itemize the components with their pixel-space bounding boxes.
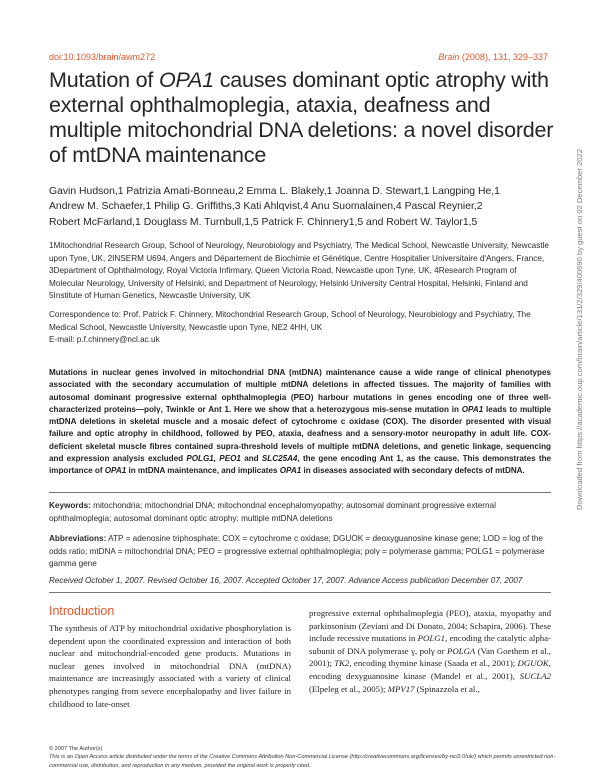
title-gene: OPA1 <box>158 68 214 92</box>
received-dates: Received October 1, 2007. Revised October 16, 2007. Accepted October 17, 2007. Advance Access publication December 07, 2007 <box>49 576 523 585</box>
correspondence <box>49 309 549 347</box>
citation-details: (2008), 131, 329–337 <box>461 52 548 62</box>
author-line-1: Gavin Hudson,1 Patrizia Amati-Bonneau,2 Emma L. Blakely,1 Joanna D. Stewart,1 Langping He,1 <box>49 186 500 197</box>
keywords-label: Keywords: <box>49 501 91 510</box>
license-text: This is an Open Access article distributed under the terms of the Creative Commons Attribution Non-Commercial License (http://creativecommons.org/licenses/by-nc/2.0/uk/) which permits unrestricted non-commercial use, distribution, and reproduction in any medium, provided the original work is properly cited. <box>49 754 556 769</box>
article-title: Mutation of OPA1 causes dominant optic atrophy with external ophthalmoplegia, ataxia, deafness and multiple mitochondrial DNA deletions: a novel disorder of mtDNA maintenance <box>49 68 554 167</box>
abstract: Mutations in nuclear genes involved in mitochondrial DNA (mtDNA) maintenance cause a wide range of clinical phenotypes associated with the secondary accumulation of multiple mtDNA deletions in affected tissues. The majority of families with autosomal dominant progressive external ophthalmoplegia (PEO) harbour mutations in genes encoding one of three well-characterized proteins—polγ, Twinkle or Ant 1. Here we show that a heterozygous mis-sense mutation in OPA1 leads to multiple mtDNA deletions in skeletal muscle and a mosaic defect of cytochrome c oxidase (COX). The disorder presented with visual failure and optic atrophy in childhood, followed by PEO, ataxia, deafness and a sensory-motor neuropathy in adult life. COX-deficient skeletal muscle fibres contained supra-threshold levels of multiple mtDNA deletions, and genetic linkage, sequencing and expression analysis excluded POLG1, PEO1 and SLC25A4, the gene encoding Ant 1, as the cause. This demonstrates the importance of OPA1 in mtDNA maintenance, and implicates OPA1 in diseases associated with secondary defects of mtDNA. <box>49 368 552 476</box>
abbreviations <box>49 533 551 571</box>
keywords <box>49 500 551 525</box>
divider <box>49 592 551 593</box>
download-watermark: Downloaded from https://academic.oup.com/brain/article/131/2/329/400690 by guest on 02 December 2022 <box>575 149 584 510</box>
abbreviations-text: ATP = adenosine triphosphate; COX = cytochrome c oxidase; DGUOK = deoxyguanosine kinase gene; LOD = log of the odds ratio; mtDNA = mitochondrial DNA; PEO = progressive external ophthalmoplegia; polγ = polymerase gamma; POLG1 = polymerase gamma gene <box>49 534 545 569</box>
affiliations: 1Mitochondrial Research Group, School of Neurology, Neurobiology and Psychiatry, The Medical School, Newcastle University, Newcastle upon Tyne, UK, 2INSERM U694, Angers and Département de Biochimie et Génétique, Centre Hospitalier Universitaire d'Angers, France, 3Department of Ophthalmology, Royal Victoria Infirmary, Queen Victoria Road, Newcastle upon Tyne, UK, 4Research Program of Molecular Neurology, University of Helsinki, and Department of Neurology, Helsinki University Central Hospital, Helsinki, Finland and 5Institute of Human Genetics, Newcastle University, UK <box>49 241 549 301</box>
keywords-text: mitochondria; mitochondrial DNA; mitochondrial encephalomyopathy; autosomal dominant progressive external ophthalmoplegia; autosomal dominant optic atrophy; multiple mtDNA deletions <box>49 501 496 523</box>
author-list <box>49 184 549 230</box>
correspondence-email[interactable]: E-mail: p.f.chinnery@ncl.ac.uk <box>49 335 160 345</box>
author-line-2: Andrew M. Schaefer,1 Philip G. Griffiths,3 Kati Ahlqvist,4 Anu Suomalainen,4 Pascal Reynier,2 <box>49 201 483 213</box>
journal-citation <box>438 52 548 62</box>
intro-column-1: The synthesis of ATP by mitochondrial oxidative phosphorylation is dependent upon the coordinated expression and interaction of both nuclear and mitochondrial-encoded gene products. Mutations in nuclear genes involved in mitochondrial DNA (mtDNA) maintenance are increasingly associated with a variety of clinical phenotypes ranging from severe encephalopathy and liver failure in childhood to late-onset <box>49 623 291 709</box>
section-heading-introduction: Introduction <box>49 604 115 618</box>
journal-name: Brain <box>438 52 460 62</box>
abbreviations-label: Abbreviations: <box>49 534 107 543</box>
correspondence-address: Correspondence to: Prof. Patrick F. Chinnery, Mitochondrial Research Group, School of Neurology, Neurobiology and Psychiatry, The Medical School, Newcastle University, Newcastle upon Tyne, NE2 4HH, UK <box>49 310 531 332</box>
divider <box>49 492 551 493</box>
footer <box>49 745 559 770</box>
doi-link[interactable]: doi:10.1093/brain/awm272 <box>49 52 156 62</box>
copyright: © 2007 The Author(s) <box>49 746 103 752</box>
author-line-3: Robert McFarland,1 Douglass M. Turnbull,1,5 Patrick F. Chinnery1,5 and Robert W. Taylor1,5 <box>49 216 478 228</box>
intro-column-2: progressive external ophthalmoplegia (PEO), ataxia, myopathy and parkinsonism (Zeviani and Di Donato, 2004; Schapira, 2006). These include recessive mutations in POLG1, encoding the catalytic alpha-subunit of DNA polymerase γ, polγ or POLGA (Van Goethem et al., 2001); TK2, encoding thymine kinase (Saada et al., 2001); DGUOK, encoding dexyguanosine kinase (Mandel et al., 2001), SUCLA2 (Elpeleg et al., 2005); MPV17 (Spinazzola et al., <box>309 608 552 694</box>
